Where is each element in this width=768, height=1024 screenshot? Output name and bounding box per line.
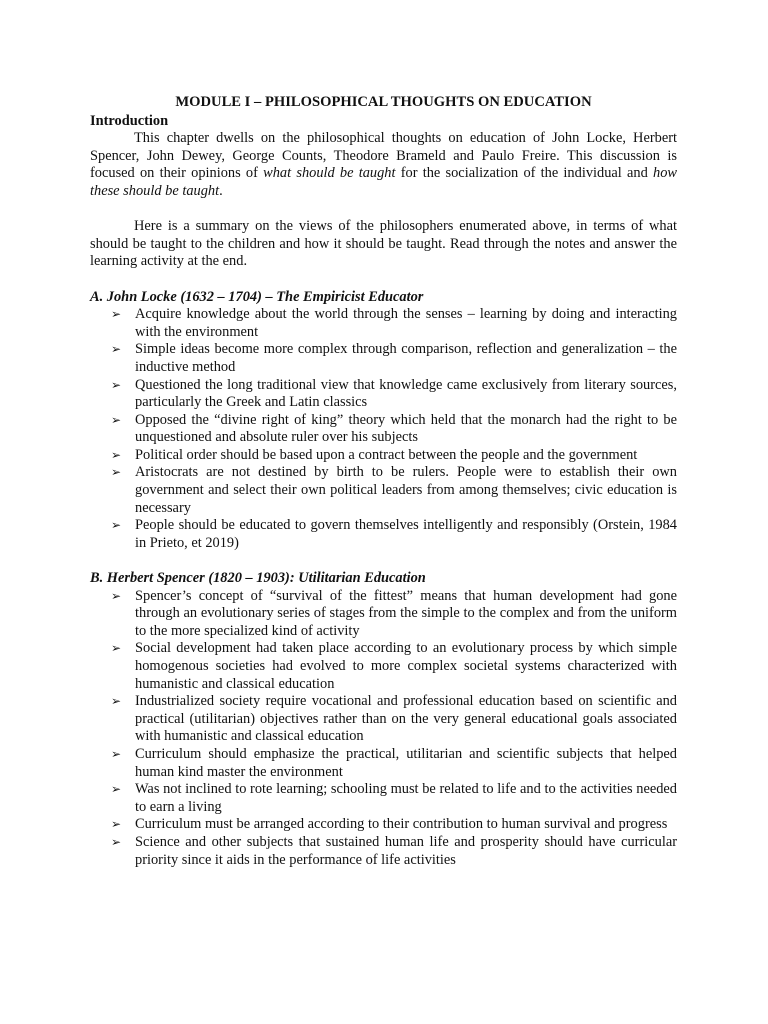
arrow-bullet-icon: ➢	[111, 588, 122, 603]
list-item	[111, 587, 677, 641]
list-item	[111, 376, 677, 412]
list-item	[111, 640, 677, 693]
arrow-bullet-icon: ➢	[111, 412, 122, 427]
arrow-bullet-icon: ➢	[111, 465, 122, 480]
list-item	[111, 693, 677, 746]
list-item-text: People should be educated to govern themselves intelligently and responsibly (Orstein, 1984 in Prieto, et 2019)	[135, 517, 677, 551]
list-item-text: Curriculum should emphasize the practical, utilitarian and scientific subjects that helped human kind master the environment	[135, 745, 677, 780]
arrow-bullet-icon: ➢	[111, 834, 122, 849]
intro-paragraph-1	[90, 130, 677, 200]
section-heading-spencer: B. Herbert Spencer (1820 – 1903): Utilitarian Education	[90, 570, 426, 587]
intro-paragraph-2: Here is a summary on the views of the philosophers enumerated above, in terms of what should be taught to the children and how it should be taught. Read through the notes and answer the learning activity at the end.	[90, 218, 677, 270]
arrow-bullet-icon: ➢	[111, 377, 122, 392]
list-item-text: Curriculum must be arranged according to their contribution to human survival and progress	[135, 816, 668, 833]
list-item-text: Industrialized society require vocational and professional education based on scientific and practical (utilitarian) objectives rather than on the very general educational goals associated with humanistic and classical education	[135, 693, 677, 745]
list-item-text: Acquire knowledge about the world through the senses – learning by doing and interacting with the environment	[135, 306, 677, 340]
intro-p1-text-c: .	[219, 182, 223, 199]
module-title: MODULE I – PHILOSOPHICAL THOUGHTS ON EDUCATION	[175, 94, 592, 110]
arrow-bullet-icon: ➢	[111, 307, 122, 322]
intro-p1-emphasis-what: what should be taught	[263, 165, 396, 182]
spencer-bullet-list	[90, 588, 677, 870]
document-body	[90, 94, 677, 869]
intro-p1-text-a: This chapter dwells on the philosophical thoughts on education of John Locke, Herbert Spencer, John Dewey, George Counts, Theodore Brameld and Paulo Freire. This discussion is focused on their opinions of	[90, 130, 677, 182]
introduction-heading: Introduction	[90, 112, 169, 129]
list-item	[111, 341, 677, 376]
list-item	[111, 306, 677, 341]
intro-p1-emphasis-how: how these should be taught	[90, 165, 677, 199]
list-item	[111, 781, 677, 816]
list-item-text: Political order should be based upon a contract between the people and the government	[135, 446, 638, 463]
spacer	[90, 271, 677, 289]
arrow-bullet-icon: ➢	[111, 782, 122, 797]
list-item-text: Opposed the “divine right of king” theory which held that the monarch had the right to be unquestioned and absolute ruler over his subjects	[135, 411, 677, 446]
arrow-bullet-icon: ➢	[111, 342, 122, 357]
spacer	[90, 201, 677, 219]
spacer	[90, 552, 677, 570]
list-item	[111, 816, 677, 834]
arrow-bullet-icon: ➢	[111, 518, 122, 533]
list-item-text: Was not inclined to rote learning; schooling must be related to life and to the activities needed to earn a living	[135, 781, 677, 815]
intro-p1-text-b: for the socialization of the individual and	[395, 165, 653, 182]
list-item	[111, 517, 677, 552]
list-item	[111, 833, 677, 869]
list-item	[111, 745, 677, 781]
list-item	[111, 446, 677, 465]
arrow-bullet-icon: ➢	[111, 694, 122, 709]
list-item-text: Science and other subjects that sustained human life and prosperity should have curricular priority since it aids in the performance of life activities	[135, 833, 677, 868]
list-item-text: Questioned the long traditional view that knowledge came exclusively from literary sources, particularly the Greek and Latin classics	[135, 376, 677, 411]
list-item-text: Spencer’s concept of “survival of the fittest” means that human development had gone through an evolutionary series of stages from the simple to the complex and from the uniform to the more specialized kind of activity	[135, 587, 677, 639]
arrow-bullet-icon: ➢	[111, 746, 122, 761]
list-item	[111, 464, 677, 517]
list-item	[111, 411, 677, 447]
arrow-bullet-icon: ➢	[111, 641, 122, 656]
list-item-text: Social development had taken place according to an evolutionary process by which simple homogenous societies had evolved to more complex societal systems characterized with humanistic and classical education	[135, 640, 677, 692]
arrow-bullet-icon: ➢	[111, 817, 122, 832]
locke-bullet-list	[90, 306, 677, 552]
arrow-bullet-icon: ➢	[111, 447, 122, 462]
section-heading-locke: A. John Locke (1632 – 1704) – The Empiricist Educator	[90, 288, 424, 305]
list-item-text: Aristocrats are not destined by birth to be rulers. People were to establish their own government and select their own political leaders from among themselves; civic education is necessary	[135, 464, 677, 516]
list-item-text: Simple ideas become more complex through comparison, reflection and generalization – the inductive method	[135, 341, 677, 375]
